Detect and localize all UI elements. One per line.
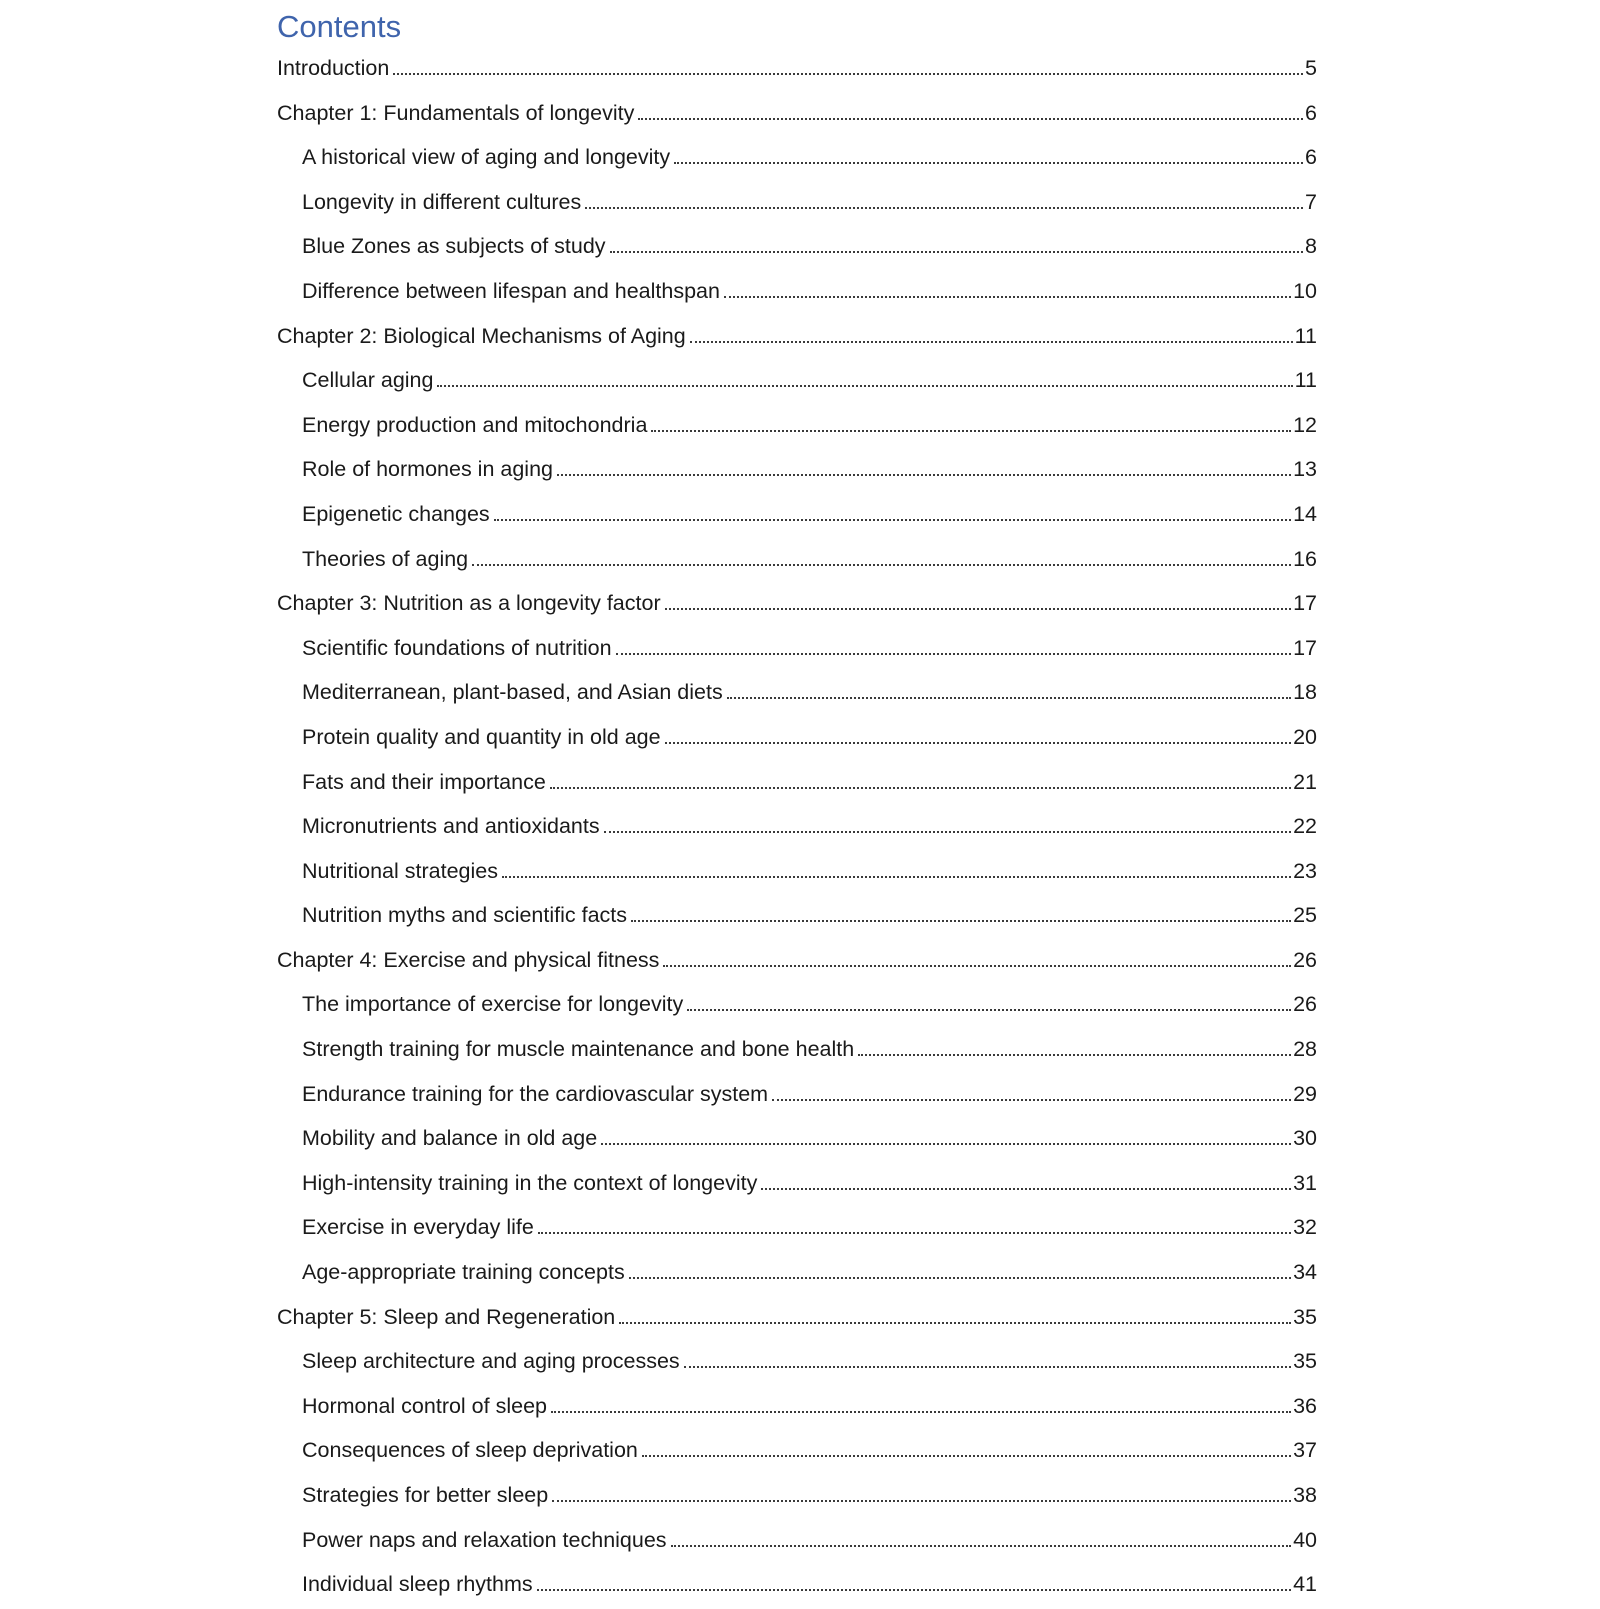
toc-entry-label: Protein quality and quantity in old age <box>302 724 661 749</box>
toc-page-number: 17 <box>1293 591 1317 616</box>
toc-entry-label: Fats and their importance <box>302 769 546 794</box>
toc-dot-leader <box>494 519 1291 521</box>
toc-dot-leader <box>690 341 1293 343</box>
toc-section-entry[interactable] <box>277 1252 1317 1297</box>
toc-dot-leader <box>663 965 1291 967</box>
toc-dot-leader <box>538 1232 1291 1234</box>
toc-entry-label: Strength training for muscle maintenance and bone health <box>302 1037 855 1062</box>
toc-section-entry[interactable] <box>277 1341 1317 1386</box>
toc-page-number: 30 <box>1293 1126 1317 1151</box>
toc-page-number: 35 <box>1293 1304 1317 1329</box>
toc-page-number: 41 <box>1293 1572 1317 1597</box>
toc-page-number: 14 <box>1293 501 1317 526</box>
toc-dot-leader <box>761 1188 1291 1190</box>
toc-section-entry[interactable] <box>277 1475 1317 1520</box>
toc-dot-leader <box>472 564 1291 566</box>
toc-chapter-entry[interactable] <box>277 48 1317 93</box>
toc-page-number: 32 <box>1293 1215 1317 1240</box>
toc-page-number: 12 <box>1293 412 1317 437</box>
toc-chapter-entry[interactable] <box>277 940 1317 985</box>
toc-dot-leader <box>610 251 1303 253</box>
toc-section-entry[interactable] <box>277 672 1317 717</box>
toc-chapter-entry[interactable] <box>277 583 1317 628</box>
toc-section-entry[interactable] <box>277 717 1317 762</box>
toc-page-number: 29 <box>1293 1081 1317 1106</box>
toc-page-number: 34 <box>1293 1260 1317 1285</box>
toc-entry-label: Nutrition myths and scientific facts <box>302 903 628 928</box>
toc-entry-label: Exercise in everyday life <box>302 1215 534 1240</box>
toc-entry-label: Epigenetic changes <box>302 501 490 526</box>
toc-page-number: 16 <box>1293 546 1317 571</box>
toc-section-entry[interactable] <box>277 1074 1317 1119</box>
toc-list <box>277 48 1317 1609</box>
toc-page-number: 13 <box>1293 457 1317 482</box>
toc-section-entry[interactable] <box>277 494 1317 539</box>
toc-entry-label: Introduction <box>277 56 390 80</box>
toc-entry-label: Theories of aging <box>302 546 469 571</box>
toc-dot-leader <box>665 742 1291 744</box>
toc-entry-label: Blue Zones as subjects of study <box>302 234 606 259</box>
toc-dot-leader <box>619 1322 1291 1324</box>
toc-page-number: 5 <box>1305 56 1317 80</box>
toc-section-entry[interactable] <box>277 137 1317 182</box>
toc-entry-label: Chapter 4: Exercise and physical fitness <box>277 947 660 972</box>
toc-page-number: 38 <box>1293 1483 1317 1507</box>
toc-section-entry[interactable] <box>277 405 1317 450</box>
toc-page-number: 28 <box>1293 1037 1317 1062</box>
toc-dot-leader <box>616 653 1292 655</box>
toc-entry-label: Nutritional strategies <box>302 858 498 883</box>
toc-section-entry[interactable] <box>277 1564 1317 1609</box>
toc-page-number: 26 <box>1293 992 1317 1017</box>
toc-dot-leader <box>638 118 1303 120</box>
toc-dot-leader <box>665 608 1291 610</box>
toc-page-number: 20 <box>1293 724 1317 749</box>
toc-dot-leader <box>631 920 1291 922</box>
toc-section-entry[interactable] <box>277 226 1317 271</box>
toc-page-number: 7 <box>1305 189 1317 214</box>
toc-entry-label: High-intensity training in the context of longevity <box>302 1170 758 1195</box>
toc-entry-label: Difference between lifespan and healthspan <box>302 278 720 303</box>
toc-page-number: 31 <box>1293 1170 1317 1195</box>
toc-section-entry[interactable] <box>277 806 1317 851</box>
toc-section-entry[interactable] <box>277 1118 1317 1163</box>
toc-dot-leader <box>550 787 1291 789</box>
toc-page-number: 10 <box>1293 278 1317 303</box>
toc-entry-label: Sleep architecture and aging processes <box>302 1349 680 1374</box>
table-of-contents <box>277 0 1317 1600</box>
toc-dot-leader <box>585 207 1303 209</box>
toc-page-number: 26 <box>1293 947 1317 972</box>
toc-section-entry[interactable] <box>277 762 1317 807</box>
toc-entry-label: Power naps and relaxation techniques <box>302 1527 667 1552</box>
toc-section-entry[interactable] <box>277 360 1317 405</box>
toc-section-entry[interactable] <box>277 449 1317 494</box>
toc-dot-leader <box>629 1277 1291 1279</box>
toc-entry-label: Endurance training for the cardiovascular system <box>302 1081 769 1106</box>
toc-dot-leader <box>651 430 1291 432</box>
toc-section-entry[interactable] <box>277 1163 1317 1208</box>
toc-dot-leader <box>393 73 1303 75</box>
toc-entry-label: Cellular aging <box>302 368 434 393</box>
toc-page-number: 11 <box>1294 323 1317 348</box>
toc-dot-leader <box>674 162 1303 164</box>
toc-section-entry[interactable] <box>277 851 1317 896</box>
toc-dot-leader <box>724 296 1291 298</box>
toc-page-number: 18 <box>1293 680 1317 705</box>
toc-entry-label: Scientific foundations of nutrition <box>302 635 612 660</box>
toc-dot-leader <box>687 1009 1291 1011</box>
toc-entry-label: Chapter 1: Fundamentals of longevity <box>277 100 635 125</box>
toc-dot-leader <box>772 1099 1291 1101</box>
toc-entry-label: The importance of exercise for longevity <box>302 992 684 1017</box>
toc-dot-leader <box>551 1411 1291 1413</box>
toc-section-entry[interactable] <box>277 1386 1317 1431</box>
toc-dot-leader <box>604 831 1292 833</box>
toc-page-number: 11 <box>1294 368 1317 393</box>
toc-page-number: 25 <box>1293 903 1317 928</box>
toc-section-entry[interactable] <box>277 1520 1317 1565</box>
toc-page-number: 21 <box>1293 769 1317 794</box>
toc-section-entry[interactable] <box>277 1207 1317 1252</box>
toc-section-entry[interactable] <box>277 1430 1317 1475</box>
toc-chapter-entry[interactable] <box>277 316 1317 361</box>
toc-page-number: 37 <box>1293 1438 1317 1463</box>
toc-entry-label: Chapter 2: Biological Mechanisms of Aging <box>277 323 686 348</box>
toc-chapter-entry[interactable] <box>277 1297 1317 1342</box>
toc-entry-label: Mediterranean, plant-based, and Asian diets <box>302 680 723 705</box>
toc-page-number: 17 <box>1293 635 1317 660</box>
toc-entry-label: Chapter 5: Sleep and Regeneration <box>277 1304 616 1329</box>
toc-entry-label: A historical view of aging and longevity <box>302 145 671 170</box>
toc-section-entry[interactable] <box>277 182 1317 227</box>
toc-dot-leader <box>601 1143 1291 1145</box>
toc-entry-label: Age-appropriate training concepts <box>302 1260 625 1285</box>
toc-entry-label: Strategies for better sleep <box>302 1483 549 1507</box>
toc-section-entry[interactable] <box>277 1029 1317 1074</box>
toc-entry-label: Mobility and balance in old age <box>302 1126 598 1151</box>
toc-section-entry[interactable] <box>277 271 1317 316</box>
toc-section-entry[interactable] <box>277 984 1317 1029</box>
toc-dot-leader <box>557 474 1291 476</box>
toc-entry-label: Chapter 3: Nutrition as a longevity factor <box>277 591 661 616</box>
toc-section-entry[interactable] <box>277 628 1317 673</box>
toc-page-number: 36 <box>1293 1393 1317 1418</box>
toc-section-entry[interactable] <box>277 895 1317 940</box>
toc-dot-leader <box>502 876 1291 878</box>
toc-dot-leader <box>642 1455 1291 1457</box>
toc-dot-leader <box>727 697 1291 699</box>
toc-entry-label: Consequences of sleep deprivation <box>302 1438 638 1463</box>
toc-entry-label: Micronutrients and antioxidants <box>302 814 600 839</box>
toc-page-number: 6 <box>1305 100 1317 125</box>
toc-entry-label: Energy production and mitochondria <box>302 412 648 437</box>
toc-section-entry[interactable] <box>277 539 1317 584</box>
toc-entry-label: Hormonal control of sleep <box>302 1393 547 1418</box>
toc-page-number: 22 <box>1293 814 1317 839</box>
toc-title: Contents <box>277 9 402 44</box>
toc-dot-leader <box>437 385 1292 387</box>
toc-page-number: 23 <box>1293 858 1317 883</box>
toc-chapter-entry[interactable] <box>277 93 1317 138</box>
toc-page-number: 35 <box>1293 1349 1317 1374</box>
toc-dot-leader <box>537 1589 1291 1591</box>
toc-entry-label: Role of hormones in aging <box>302 457 553 482</box>
toc-dot-leader <box>684 1366 1291 1368</box>
toc-page-number: 8 <box>1305 234 1317 259</box>
toc-entry-label: Longevity in different cultures <box>302 189 582 214</box>
toc-entry-label: Individual sleep rhythms <box>302 1572 533 1597</box>
toc-dot-leader <box>858 1054 1291 1056</box>
toc-dot-leader <box>552 1500 1291 1502</box>
toc-page-number: 40 <box>1293 1527 1317 1552</box>
toc-page-number: 6 <box>1305 145 1317 170</box>
toc-dot-leader <box>671 1545 1292 1547</box>
